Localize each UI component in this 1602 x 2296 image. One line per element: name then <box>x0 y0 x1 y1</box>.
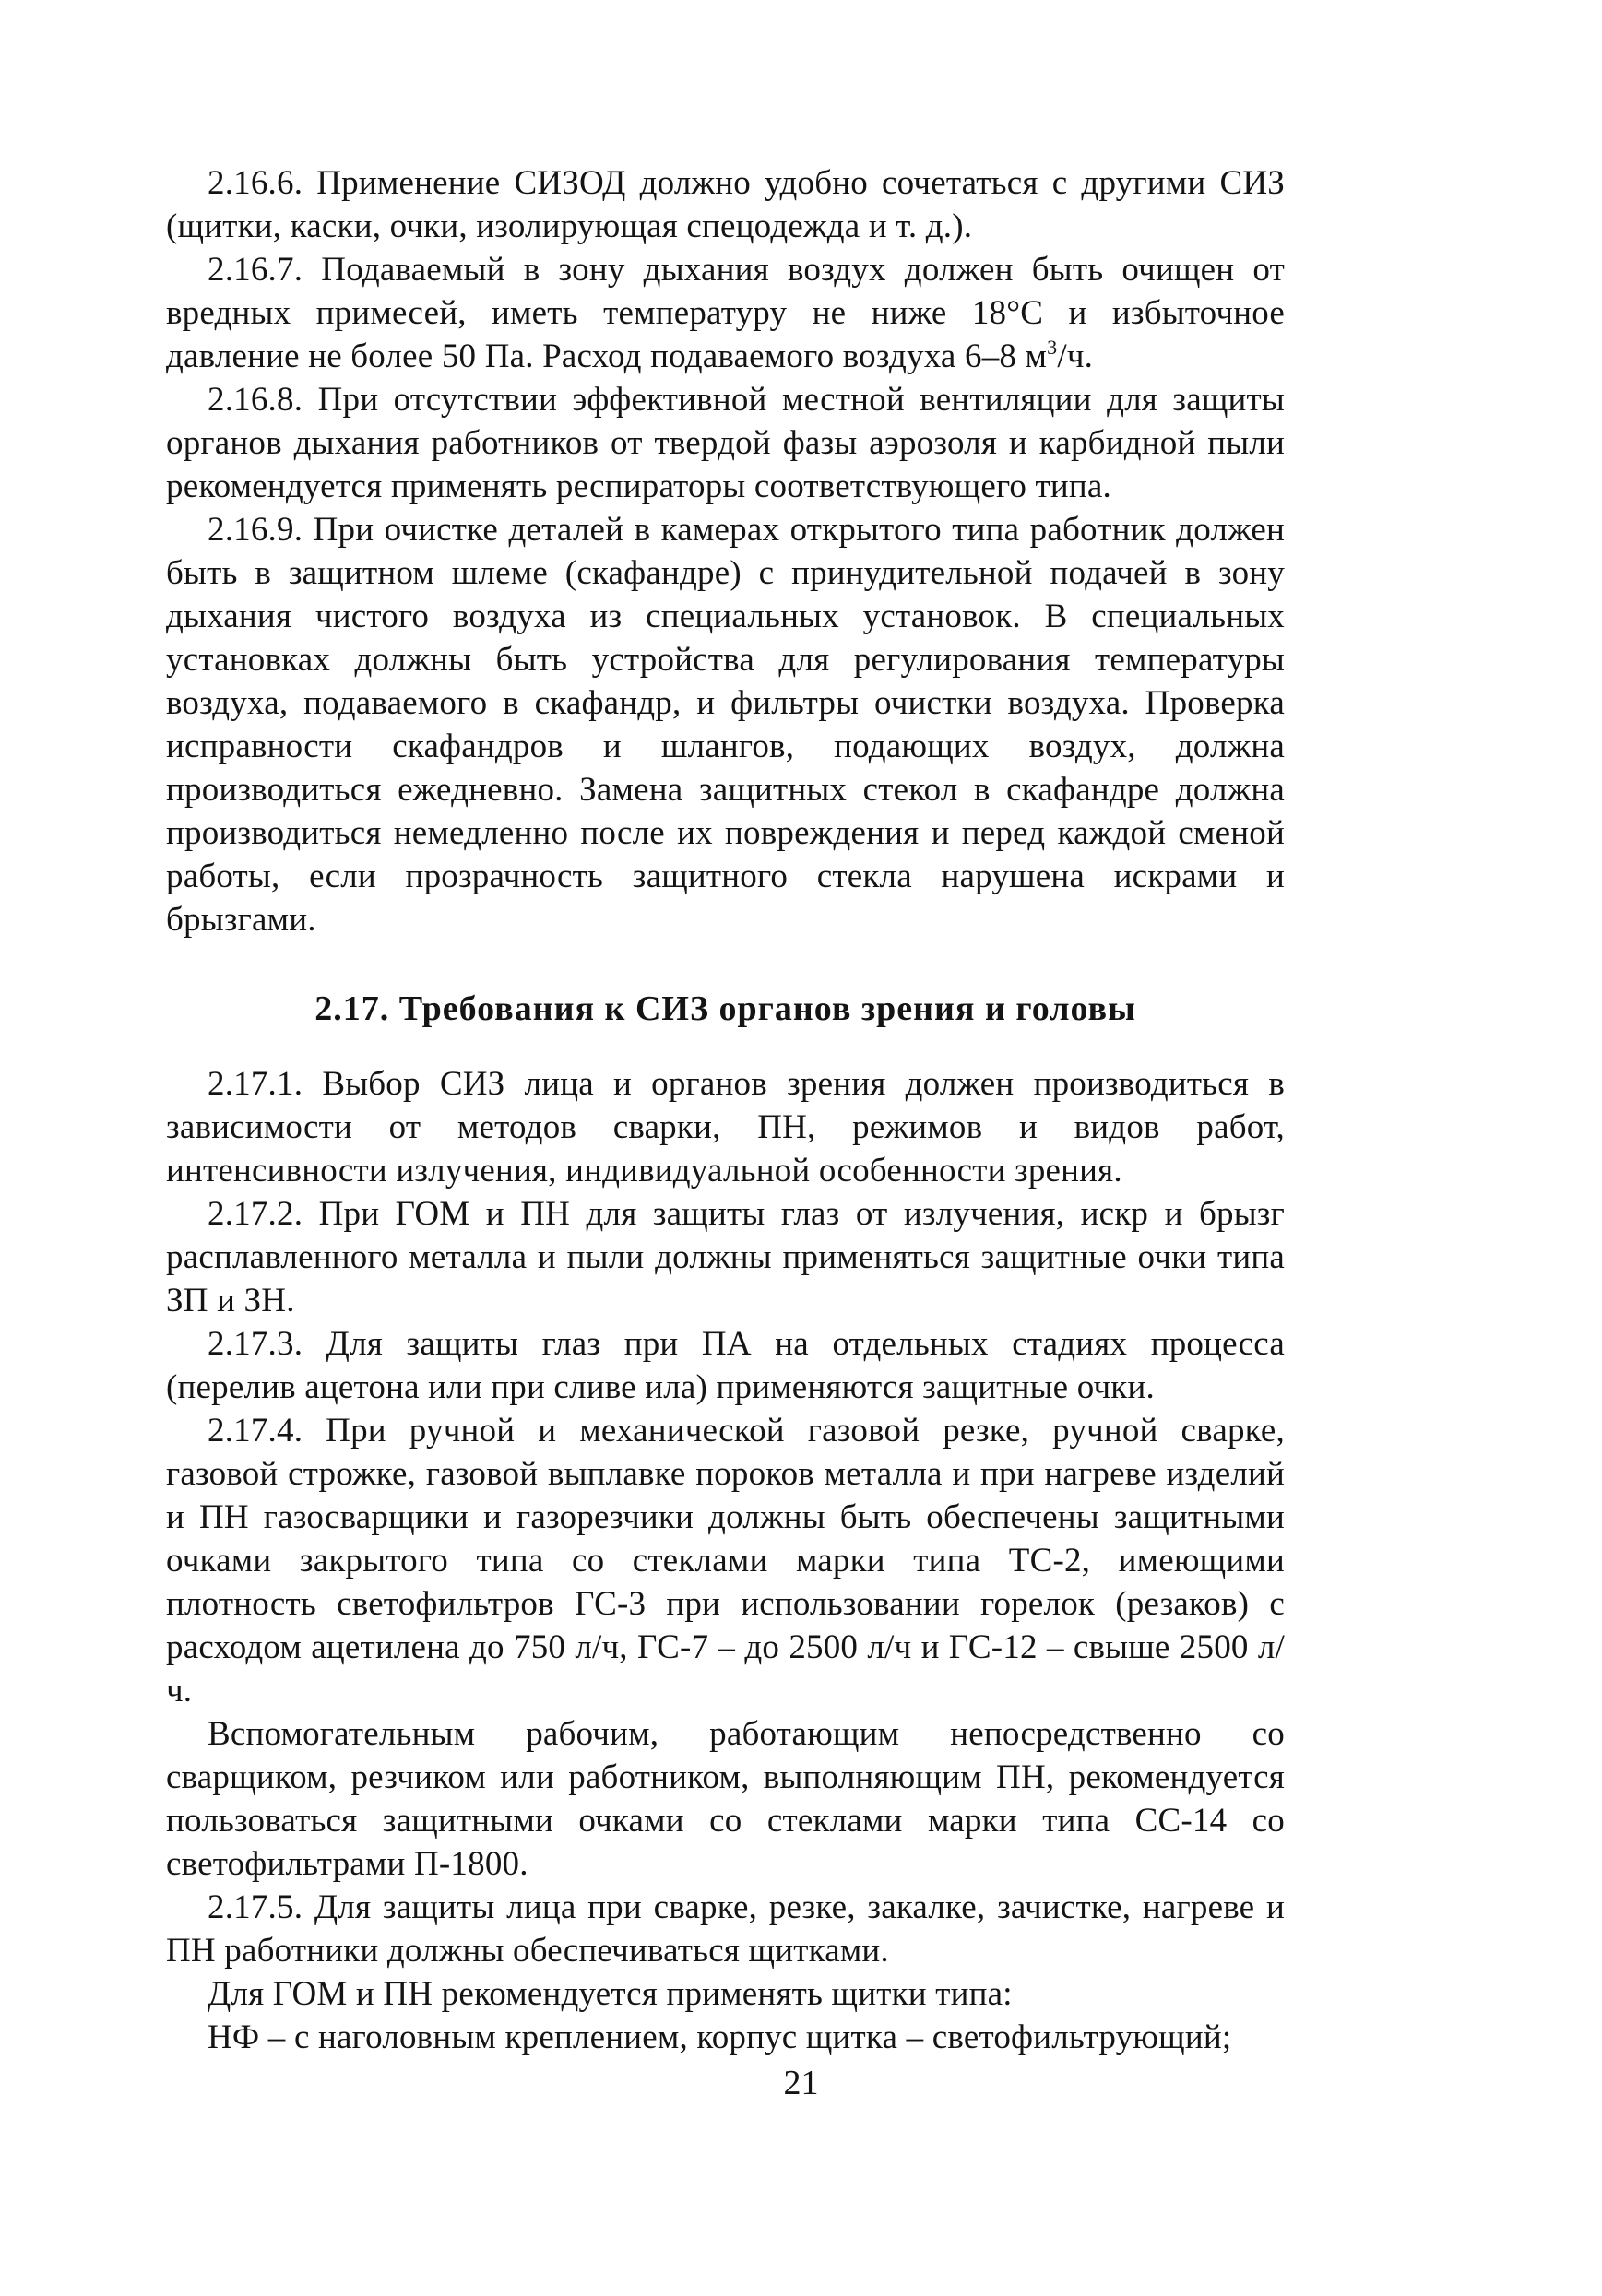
paragraph-gom-pn-shields: Для ГОМ и ПН рекомендуется применять щитки типа: <box>208 1975 1013 2013</box>
paragraph-2-16-6: 2.16.6. Применение СИЗОД должно удобно сочетаться с другими СИЗ (щитки, каски, очки, изолирующая спецодежда и т. д.). <box>166 164 1285 245</box>
paragraph-2-16-9: 2.16.9. При очистке деталей в камерах открытого типа работник должен быть в защитном шлеме (скафандре) с принудительной подачей в зону дыхания чистого воздуха из специальных установок. В специальных установках должны быть устройства для регулирования температуры воздуха, подаваемого в скафандр, и фильтры очистки воздуха. Проверка исправности скафандров и шлангов, подающих воздух, должна производиться ежедневно. Замена защитных стекол в скафандре должна производиться немедленно после их повреждения и перед каждой сменой работы, если прозрачность защитного стекла нарушена искрами и брызгами. <box>166 511 1285 939</box>
paragraph-2-16-7 <box>166 248 1285 378</box>
paragraph-2-17-5: 2.17.5. Для защиты лица при сварке, резке, закалке, зачистке, нагреве и ПН работники должны обеспечиваться щитками. <box>166 1888 1285 1970</box>
page-body <box>166 161 1285 2059</box>
paragraph-2-17-2: 2.17.2. При ГОМ и ПН для защиты глаз от излучения, искр и брызг расплавленного металла и пыли должны применяться защитные очки типа ЗП и ЗН. <box>166 1195 1285 1320</box>
paragraph-2-17-1: 2.17.1. Выбор СИЗ лица и органов зрения должен производиться в зависимости от методов сварки, ПН, режимов и видов работ, интенсивности излучения, индивидуальной особенности зрения. <box>166 1065 1285 1189</box>
paragraph-aux-workers: Вспомогательным рабочим, работающим непосредственно со сварщиком, резчиком или работником, выполняющим ПН, рекомендуется пользоваться защитными очками со стеклами марки типа СС-14 со светофильтрами П-1800. <box>166 1715 1285 1883</box>
page-number: 21 <box>783 2064 819 2102</box>
paragraph-nf-shield-type: НФ – с наголовным креплением, корпус щитка – светофильтрующий; <box>208 2018 1232 2056</box>
section-heading-2-17: 2.17. Требования к СИЗ органов зрения и головы <box>314 989 1136 1028</box>
paragraph-2-16-8: 2.16.8. При отсутствии эффективной местной вентиляции для защиты органов дыхания работников от твердой фазы аэрозоля и карбидной пыли рекомендуется применять респираторы соответствующего типа. <box>166 381 1285 505</box>
paragraph-2-17-3: 2.17.3. Для защиты глаз при ПА на отдельных стадиях процесса (перелив ацетона или при сливе ила) применяются защитные очки. <box>166 1325 1285 1406</box>
paragraph-2-17-4: 2.17.4. При ручной и механической газовой резке, ручной сварке, газовой строжке, газовой выплавке пороков металла и при нагреве изделий и ПН газосварщики и газорезчики должны быть обеспечены защитными очками закрытого типа со стеклами марки типа ТС-2, имеющими плотность светофильтров ГС-3 при использовании горелок (резаков) с расходом ацетилена до 750 л/ч, ГС-7 – до 2500 л/ч и ГС-12 – свыше 2500 л/ч. <box>166 1412 1285 1710</box>
superscript-cubic: 3 <box>1047 336 1058 359</box>
paragraph-2-16-7-text: 2.16.7. Подаваемый в зону дыхания воздух должен быть очищен от вредных примесей, иметь температуру не ниже 18°С и избыточное давление не более 50 Па. Расход подаваемого воздуха 6–8 м <box>166 251 1285 375</box>
unit-per-hour: /ч. <box>1057 337 1094 375</box>
